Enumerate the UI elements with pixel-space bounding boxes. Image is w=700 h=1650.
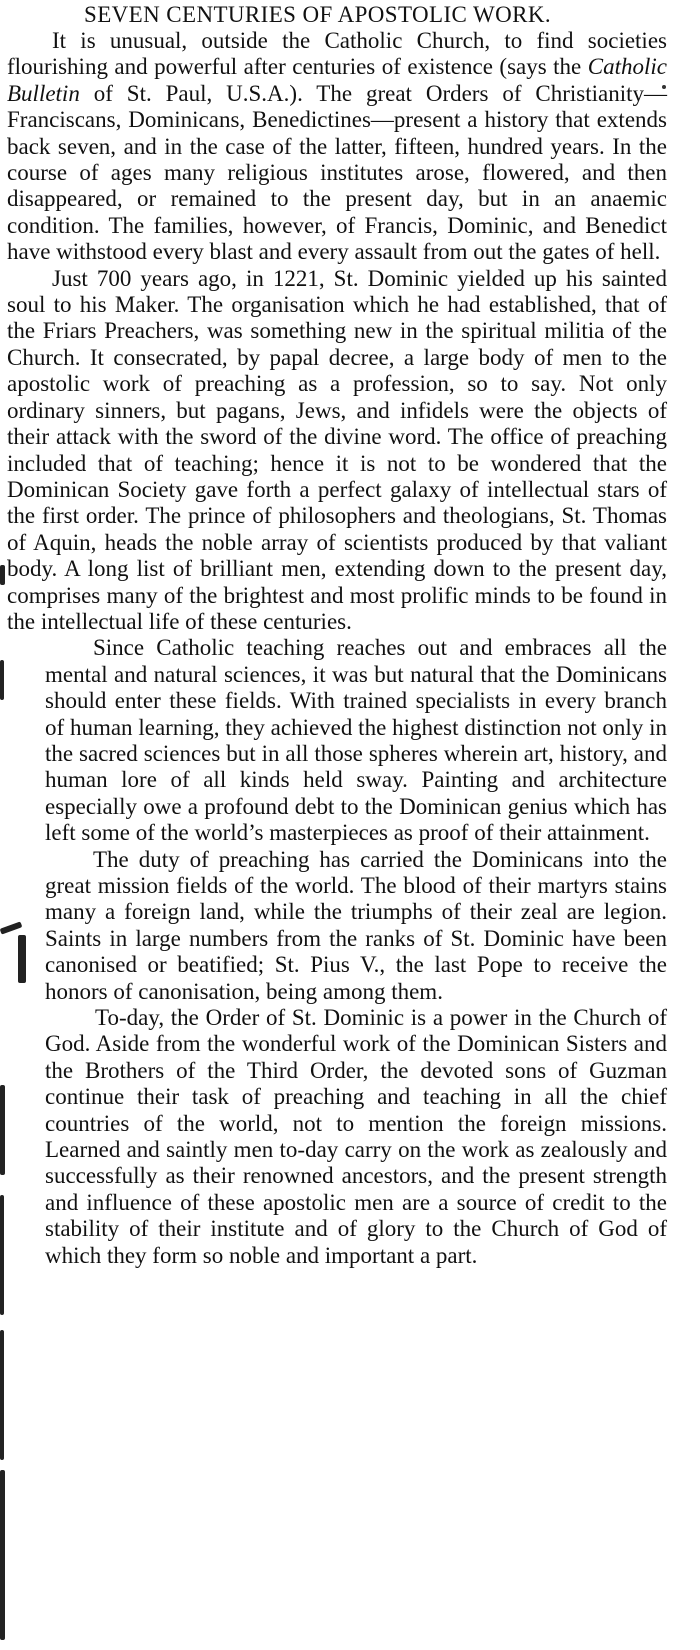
article: [7, 2, 667, 1269]
paragraph-1-text-after: of St. Paul, U.S.A.). The great Orders of Christianity—Franciscans, Dominicans, Benedictines—present a history that extends back seven, and in the case of the latter, fifteen, hundred years. In the course of ages many religious institutes arose, flowered, and then disappeared, or remained to the present day, but in an anaemic condition. The families, however, of Francis, Dominic, and Benedict have withstood every blast and every assault from out the gates of hell.: [7, 80, 667, 265]
paragraph-4: The duty of preaching has carried the Dominicans into the great mission fields of the world. The blood of their martyrs stains many a foreign land, while the triumphs of their zeal are legion. Saints in large numbers from the ranks of St. Dominic have been canonised or beatified; St. Pius V., the last Pope to receive the honors of canonisation, being among them.: [45, 846, 667, 1004]
paragraph-2: Just 700 years ago, in 1221, St. Dominic yielded up his sainted soul to his Maker. The organisation which he had established, that of the Friars Preachers, was something new in the spiritual militia of the Church. It consecrated, by papal decree, a large body of men to the apostolic work of preaching as a profession, so to say. Not only ordinary sinners, but pagans, Jews, and infidels were the objects of their attack with the sword of the divine word. The office of preaching included that of teaching; hence it is not to be wondered that the Dominican Society gave forth a perfect galaxy of intellectual stars of the first order. The prince of philosophers and theologians, St. Thomas of Aquin, heads the noble array of scientists produced by that valiant body. A long list of brilliant men, extending down to the present day, comprises many of the brightest and most prolific minds to be found in the intellectual life of these centuries.: [7, 265, 667, 634]
article-title: SEVEN CENTURIES OF APOSTOLIC WORK.: [84, 2, 552, 27]
publication-name: Catholic Bulletin: [7, 54, 667, 106]
paragraph-3: Since Catholic teaching reaches out and embraces all the mental and natural sciences, it was but natural that the Dominicans should enter these fields. With trained specialists in every branch of human learning, they achieved the highest distinction not only in the sacred sciences but in all those spheres wherein art, history, and human lore of all kinds held sway. Painting and architecture especially owe a profound debt to the Dominican genius which has left some of the world’s masterpieces as proof of their attainment.: [45, 635, 667, 846]
paragraph-1-text-before: It is unusual, outside the Catholic Church, to find societies flourishing and powerful after centuries of existence (says the: [7, 28, 667, 80]
paragraph-5: To-day, the Order of St. Dominic is a power in the Church of God. Aside from the wonderful work of the Dominican Sisters and the Brothers of the Third Order, the devoted sons of Guzman continue their task of preaching and teaching in all the chief countries of the world, not to mention the foreign missions. Learned and saintly men to-day carry on the work as zealously and successfully as their renowned ancestors, and the present strength and influence of these apostolic men are a source of credit to the stability of their institute and of glory to the Church of God of which they form so noble and important a part.: [45, 1005, 667, 1268]
paragraph-1: [7, 28, 667, 266]
